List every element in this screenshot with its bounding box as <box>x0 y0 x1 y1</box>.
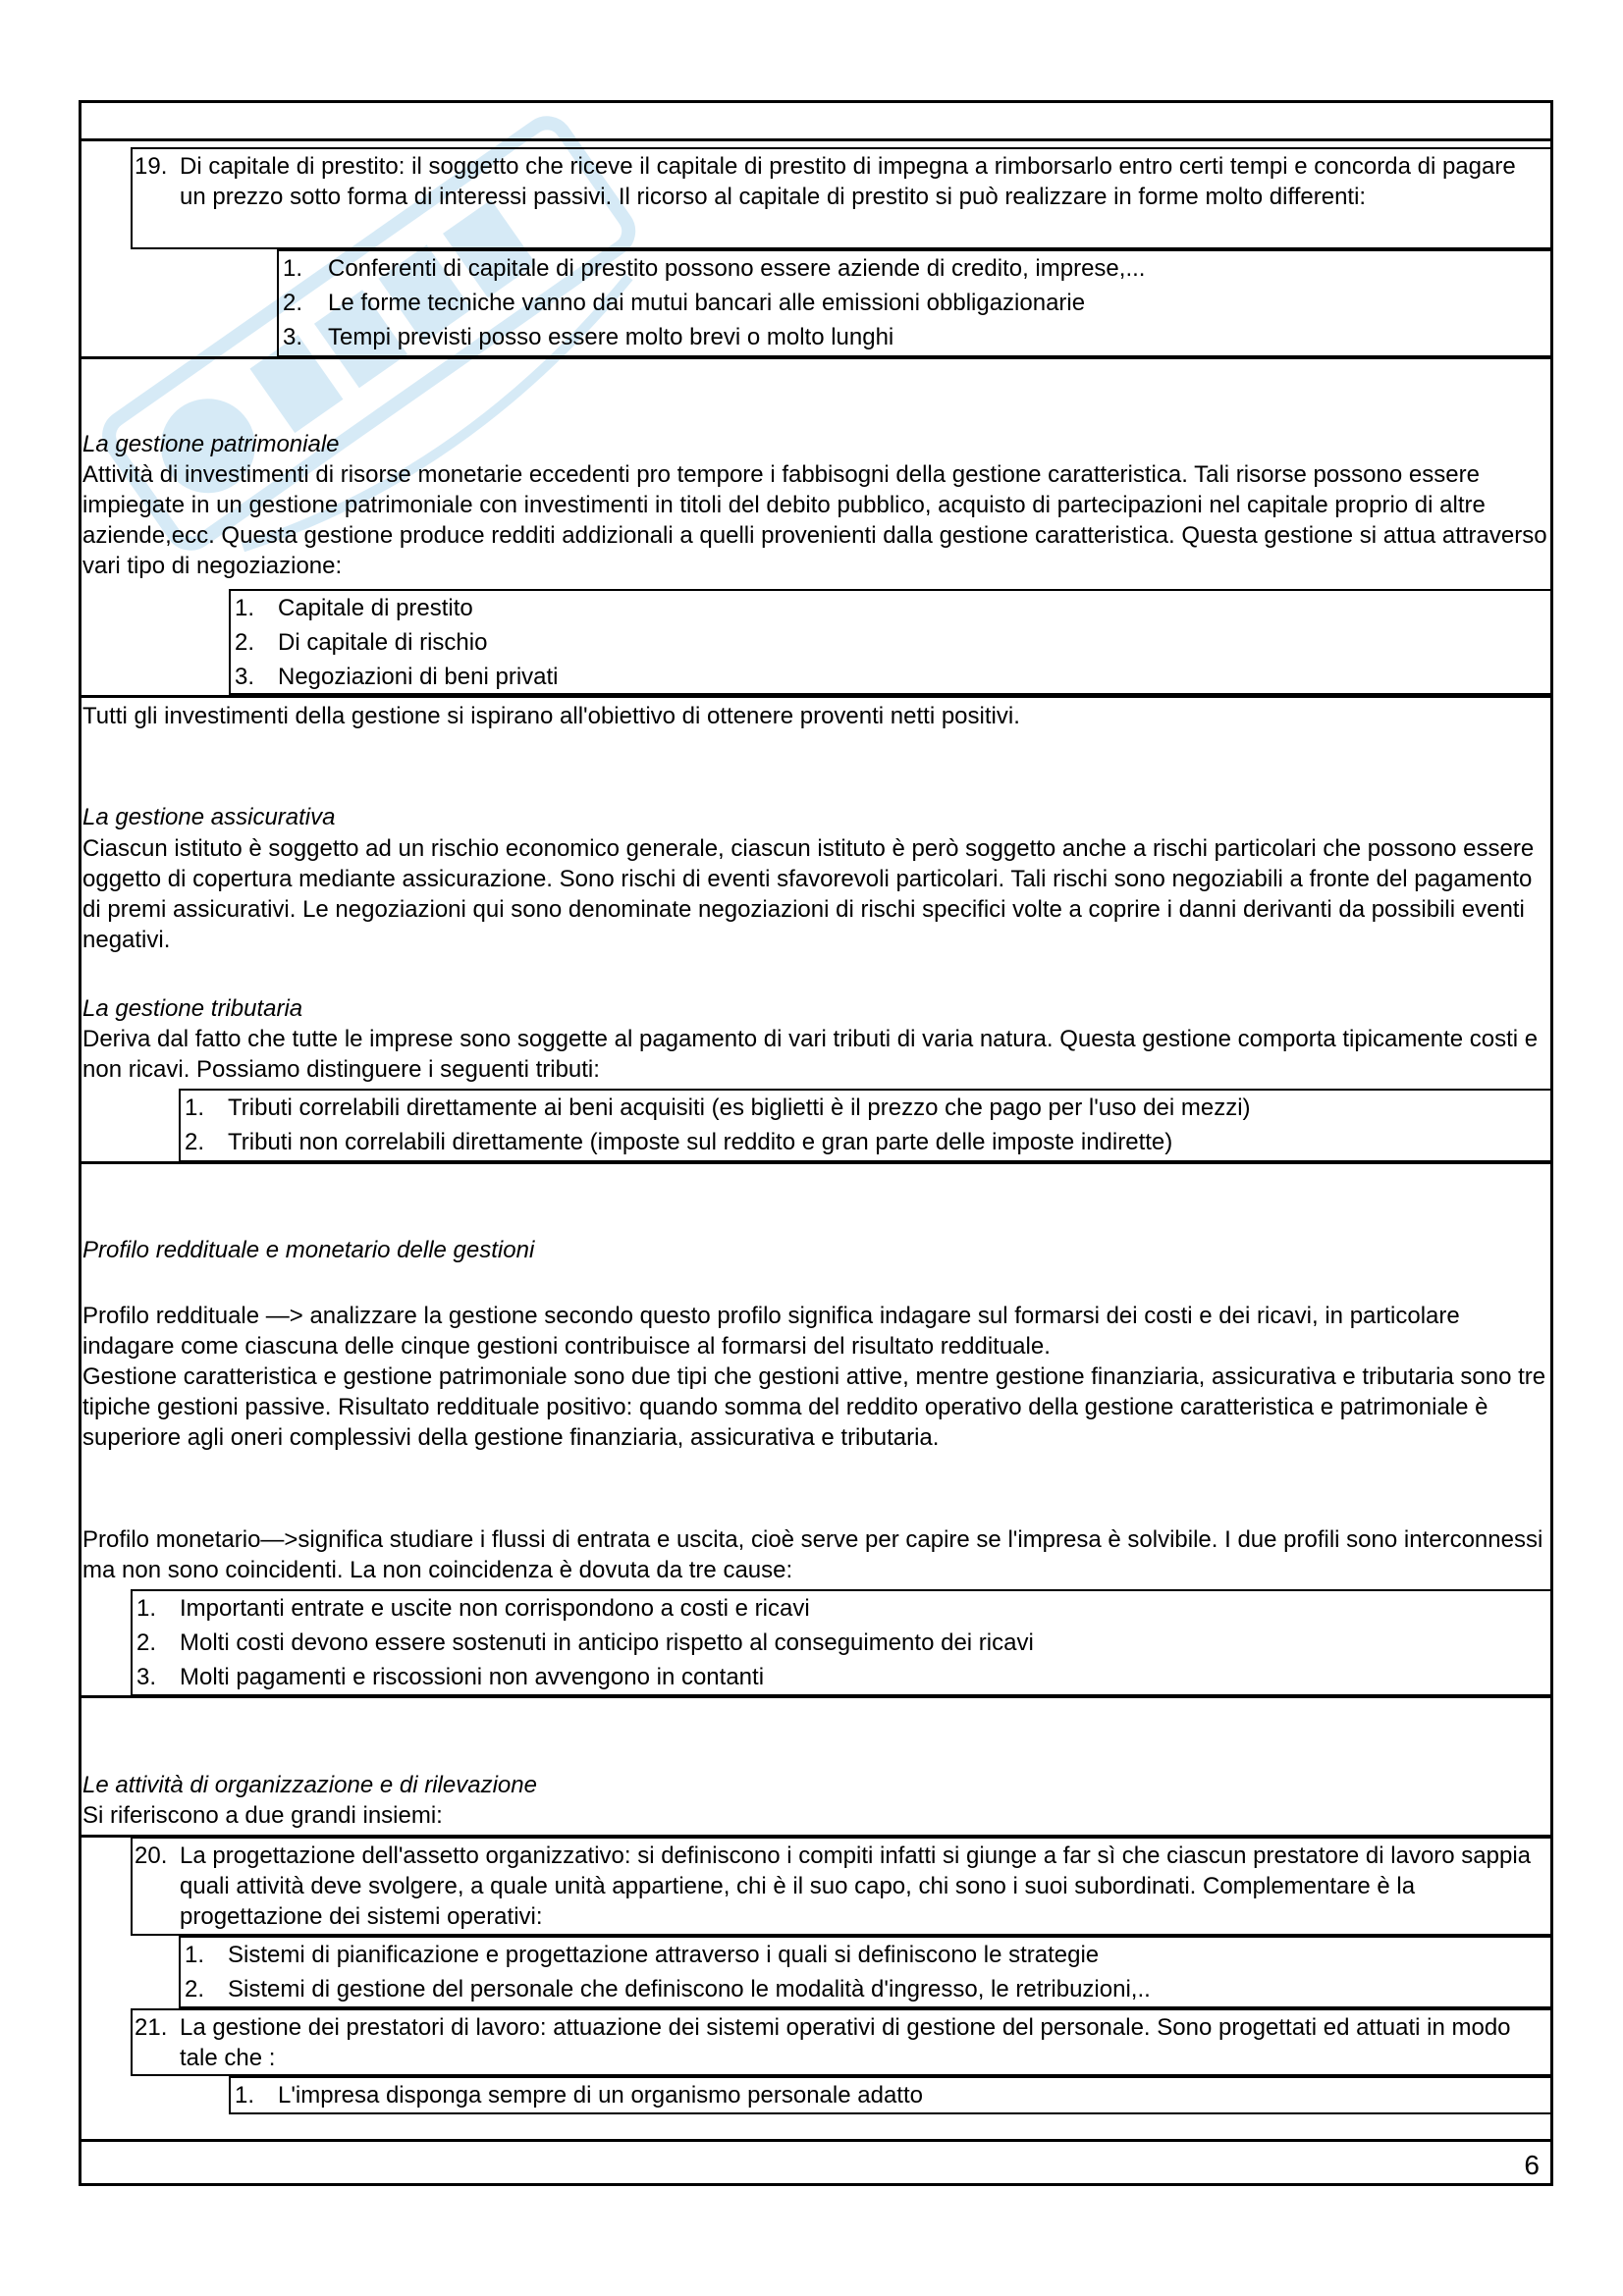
section-text: Tutti gli investimenti della gestione si ispirano all'obiettivo di ottenere proventi netti positivi. <box>82 703 1020 729</box>
capitale-sublist-box <box>277 249 1553 357</box>
divider <box>79 1695 1553 1698</box>
item-21-sublist-box <box>229 2076 1553 2114</box>
item-number: 20. <box>135 1842 168 1869</box>
list-number: 2. <box>283 290 303 316</box>
list-number: 2. <box>235 629 255 656</box>
list-text: Sistemi di pianificazione e progettazione attraverso i quali si definiscono le strategie <box>228 1942 1100 1968</box>
section-body: Attività di investimenti di risorse monetarie eccedenti pro tempore i fabbisogni della gestione caratteristica. Tali risorse possono essere impiegate in un gestione patrimoniale con investimenti in titoli del debito pubblico, acquisto di partecipazioni nel capitale proprio di altre aziende,ecc. Questa gestione produce redditi addizionali a quelli provenienti dalla gestione caratteristica. Questa gestione si attua attraverso vari tipo di negoziazione: <box>82 461 1547 579</box>
list-text: Le forme tecniche vanno dai mutui bancari alle emissioni obbligazionarie <box>328 290 1086 316</box>
section-paragraph: Profilo monetario—>significa studiare i flussi di entrata e uscita, cioè serve per capire se l'impresa è solvibile. I due profili sono interconnessi ma non sono coincidenti. La non coincidenza è dovuta da tre cause: <box>82 1526 1543 1583</box>
section-title: La gestione tributaria <box>82 995 303 1022</box>
divider <box>79 695 1553 698</box>
page-header-box <box>79 100 1553 141</box>
list-number: 1. <box>283 255 303 282</box>
list-number: 1. <box>136 1595 157 1622</box>
tributaria-list-box <box>179 1089 1553 1162</box>
list-text: Negoziazioni di beni privati <box>278 664 559 690</box>
section-body: Ciascun istituto è soggetto ad un rischio economico generale, ciascun istituto è però soggetto anche a rischi particolari che possono essere oggetto di copertura mediante assicurazione. Sono rischi di eventi sfavorevoli particolari. Tali rischi sono negoziabili a fronte del pagamento di premi assicurativi. Le negoziazioni qui sono denominate negoziazioni di rischi specifici volte a coprire i danni derivanti da possibili eventi negativi. <box>82 835 1535 953</box>
item-text: Di capitale di prestito: il soggetto che riceve il capitale di prestito di impegna a rimborsarlo entro certi tempi e concorda di pagare un prezzo sotto forma di interessi passivi. Il ricorso al capitale di prestito si può realizzare in forme molto differenti: <box>180 153 1516 210</box>
page-footer-box <box>79 2139 1553 2186</box>
item-number: 19. <box>135 153 168 180</box>
list-item <box>279 253 1553 287</box>
section-title: La gestione patrimoniale <box>82 431 340 457</box>
list-text: Sistemi di gestione del personale che definiscono le modalità d'ingresso, le retribuzioni,.. <box>228 1976 1151 2002</box>
list-number: 2. <box>185 1976 205 2002</box>
profilo-list-box <box>131 1589 1553 1696</box>
section-title: Profilo reddituale e monetario delle gestioni <box>82 1237 535 1263</box>
list-text: Tributi correlabili direttamente ai beni acquisiti (es biglietti è il prezzo che pago per l'uso dei mezzi) <box>228 1095 1251 1121</box>
section-paragraph: Profilo reddituale —> analizzare la gestione secondo questo profilo significa indagare sul formarsi dei costi e dei ricavi, in particolare indagare come ciascuna delle cinque gestioni contribuisce al formarsi del risultato reddituale. <box>82 1303 1460 1360</box>
list-number: 2. <box>136 1629 157 1656</box>
item-text: La gestione dei prestatori di lavoro: attuazione dei sistemi operativi di gestione del personale. Sono progettati ed attuati in modo tale che : <box>180 2014 1511 2071</box>
list-number: 1. <box>185 1095 205 1121</box>
list-item <box>279 322 1553 355</box>
item-text: La progettazione dell'assetto organizzativo: si definiscono i compiti infatti si giunge a far sì che ciascun prestatore di lavoro sappia quali attività deve svolgere, a quale unità appartiene, chi è il suo capo, chi sono i suoi subordinati. Complementare è la progettazione dei sistemi operativi: <box>180 1842 1532 1930</box>
section-paragraph: Gestione caratteristica e gestione patrimoniale sono due tipi che gestioni attive, mentre gestione finanziaria, assicurativa e tributaria sono tre tipiche gestioni passive. Risultato reddituale positivo: quando somma del reddito operativo della gestione caratteristica e patrimoniale è superiore agli oneri complessivi della gestione finanziaria, assicurativa e tributaria. <box>82 1363 1546 1451</box>
list-text: Conferenti di capitale di prestito possono essere aziende di credito, imprese,... <box>328 255 1146 282</box>
list-text: Molti costi devono essere sostenuti in anticipo rispetto al conseguimento dei ricavi <box>180 1629 1034 1656</box>
section-intro: Si riferiscono a due grandi insiemi: <box>82 1802 443 1829</box>
item-20-sublist-box <box>179 1936 1553 2008</box>
list-number: 3. <box>235 664 255 690</box>
patrimoniale-list-box <box>229 589 1553 695</box>
section-title: Le attività di organizzazione e di rilevazione <box>82 1772 537 1798</box>
item-19-box <box>131 147 1553 249</box>
list-text: Molti pagamenti e riscossioni non avvengono in contanti <box>180 1664 765 1690</box>
list-text: Tempi previsti posso essere molto brevi o molto lunghi <box>328 324 894 350</box>
list-text: Tributi non correlabili direttamente (imposte sul reddito e gran parte delle imposte indirette) <box>228 1129 1173 1155</box>
item-number: 21. <box>135 2014 168 2041</box>
list-number: 2. <box>185 1129 205 1155</box>
section-body: Deriva dal fatto che tutte le imprese sono soggette al pagamento di vari tributi di varia natura. Questa gestione comporta tipicamente costi e non ricavi. Possiamo distinguere i seguenti tributi: <box>82 1026 1539 1083</box>
item-20-box <box>131 1837 1553 1936</box>
list-item <box>279 288 1553 321</box>
divider <box>79 1161 1553 1164</box>
list-number: 3. <box>136 1664 157 1690</box>
list-text: Di capitale di rischio <box>278 629 488 656</box>
list-number: 1. <box>185 1942 205 1968</box>
list-number: 1. <box>235 2082 255 2109</box>
list-text: L'impresa disponga sempre di un organismo personale adatto <box>278 2082 923 2109</box>
section-title: La gestione assicurativa <box>82 804 336 830</box>
item-21-box <box>131 2008 1553 2076</box>
list-text: Importanti entrate e uscite non corrispondono a costi e ricavi <box>180 1595 810 1622</box>
list-text: Capitale di prestito <box>278 595 473 621</box>
list-number: 1. <box>235 595 255 621</box>
page-number: 6 <box>1524 2150 1540 2180</box>
divider <box>79 356 1553 359</box>
list-number: 3. <box>283 324 303 350</box>
